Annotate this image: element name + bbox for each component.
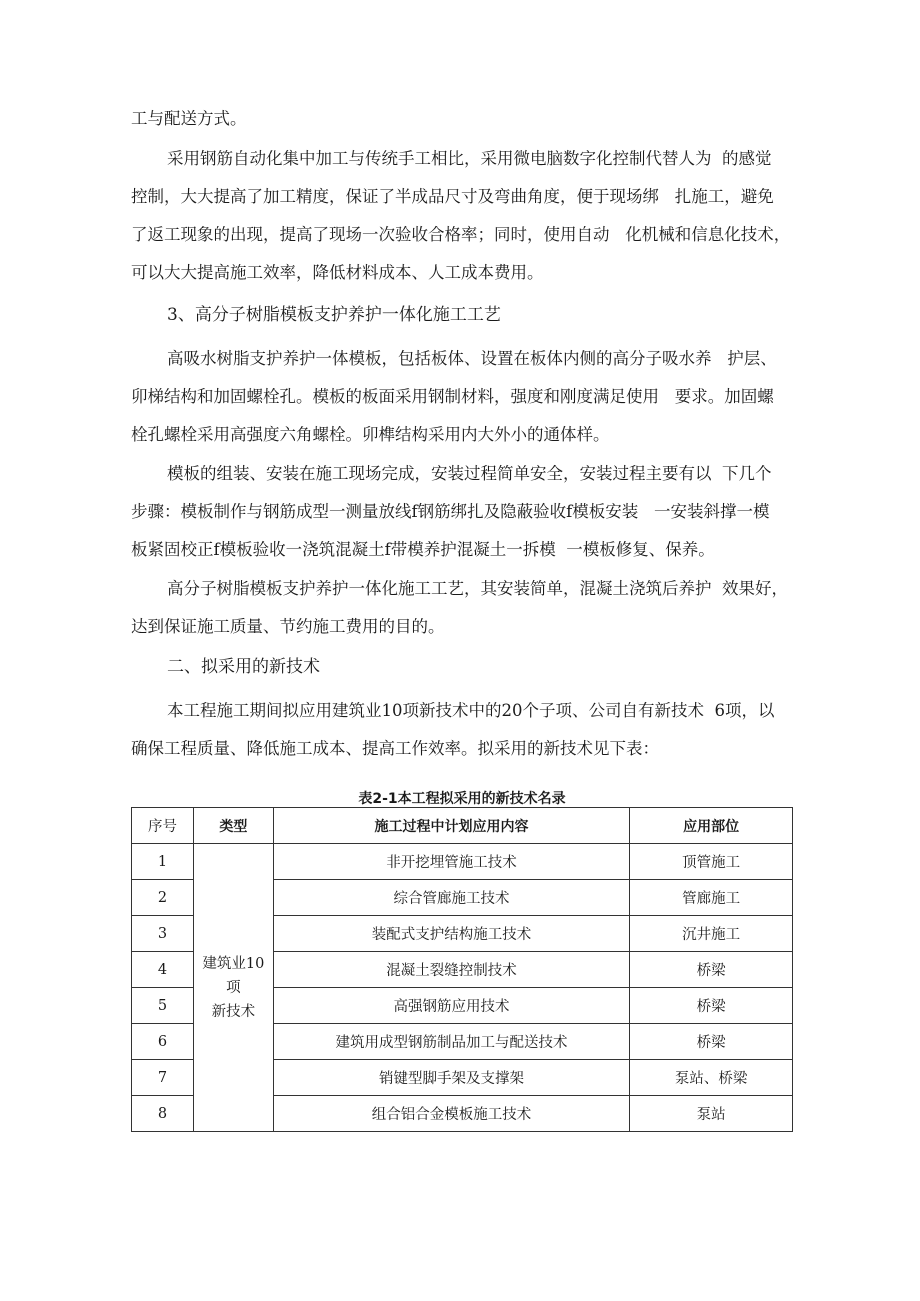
cell-content: 非开挖埋管施工技术 [273,844,629,880]
cell-content: 混凝土裂缝控制技术 [273,952,629,988]
cell-location: 泵站 [630,1096,793,1132]
text-line: 工与配送方式。 [131,109,247,128]
text-line: 了返工现象的出现，提高了现场一次验收合格率；同时，使用自动 化机械和信息化技术， [131,225,791,244]
paragraph-new-tech [131,692,793,768]
text-line: 卯梯结构和加固螺栓孔。模板的板面采用钢制材料，强度和刚度满足使用 要求。加固螺 [131,387,774,406]
text-line: 采用钢筋自动化集中加工与传统手工相比，采用微电脑数字化控制代替人为 的感觉 [167,149,772,168]
section-title: 二、拟采用的新技术 [167,657,320,677]
cell-no: 4 [132,952,194,988]
cell-no: 5 [132,988,194,1024]
cell-content: 销键型脚手架及支撑架 [273,1060,629,1096]
cell-no: 7 [132,1060,194,1096]
cell-no: 3 [132,916,194,952]
cell-content: 装配式支护结构施工技术 [273,916,629,952]
cell-category [193,844,273,1132]
paragraph-summary [131,570,793,646]
cell-location: 桥梁 [630,952,793,988]
cell-location: 泵站、桥梁 [630,1060,793,1096]
table-caption: 表2-1本工程拟采用的新技术名录 [358,791,566,807]
cell-location: 桥梁 [630,988,793,1024]
text-line: 步骤：模板制作与钢筋成型一测量放线f钢筋绑扎及隐蔽验收f模板安装 一安装斜撑一模 [131,502,770,521]
cell-content: 组合铝合金模板施工技术 [273,1096,629,1132]
cell-content: 建筑用成型钢筋制品加工与配送技术 [273,1024,629,1060]
cell-no: 2 [132,880,194,916]
cell-location: 桥梁 [630,1024,793,1060]
section-heading-2 [131,648,793,686]
header-type: 类型 [193,808,273,844]
text-line: 可以大大提高施工效率，降低材料成本、人工成本费用。 [131,263,544,282]
text-line: 板紧固校正f模板验收一浇筑混凝土f带模养护混凝土一拆模 一模板修复、保养。 [131,540,715,559]
text-line: 本工程施工期间拟应用建筑业10项新技术中的20个子项、公司自有新技术 6项，以 [167,701,775,720]
new-tech-table [131,807,793,1132]
text-line: 高吸水树脂支护养护一体模板，包括板体、设置在板体内侧的高分子吸水养 护层、 [167,349,777,368]
paragraph-rebar [131,140,793,292]
category-line: 建筑业10 项 新技术 [202,955,265,1020]
cell-location: 沉井施工 [630,916,793,952]
text-line: 高分子树脂模板支护养护一体化施工工艺，其安装简单，混凝土浇筑后养护 效果好， [167,579,788,598]
cell-location: 管廊施工 [630,880,793,916]
cell-no: 6 [132,1024,194,1060]
cell-location: 顶管施工 [630,844,793,880]
text-line: 模板的组装、安装在施工现场完成，安装过程简单安全，安装过程主要有以 下几个 [167,464,772,483]
header-content: 施工过程中计划应用内容 [273,808,629,844]
header-no: 序号 [132,808,194,844]
paragraph-assembly [131,455,793,569]
text-line: 达到保证施工质量、节约施工费用的目的。 [131,617,445,636]
cell-content: 综合管廊施工技术 [273,880,629,916]
cell-no: 8 [132,1096,194,1132]
paragraph-intro [131,100,793,138]
table-row [132,844,793,880]
section-heading-3 [131,296,793,334]
cell-no: 1 [132,844,194,880]
text-line: 控制，大大提高了加工精度，保证了半成品尺寸及弯曲角度，便于现场绑 扎施工，避免 [131,187,774,206]
cell-content: 高强钢筋应用技术 [273,988,629,1024]
header-location: 应用部位 [630,808,793,844]
text-line: 确保工程质量、降低施工成本、提高工作效率。拟采用的新技术见下表： [131,739,659,758]
paragraph-formwork [131,340,793,454]
section-title: 3、高分子树脂模板支护养护一体化施工工艺 [167,305,501,325]
table-header-row [132,808,793,844]
text-line: 栓孔螺栓采用高强度六角螺栓。卯榫结构采用内大外小的通体样。 [131,425,610,444]
